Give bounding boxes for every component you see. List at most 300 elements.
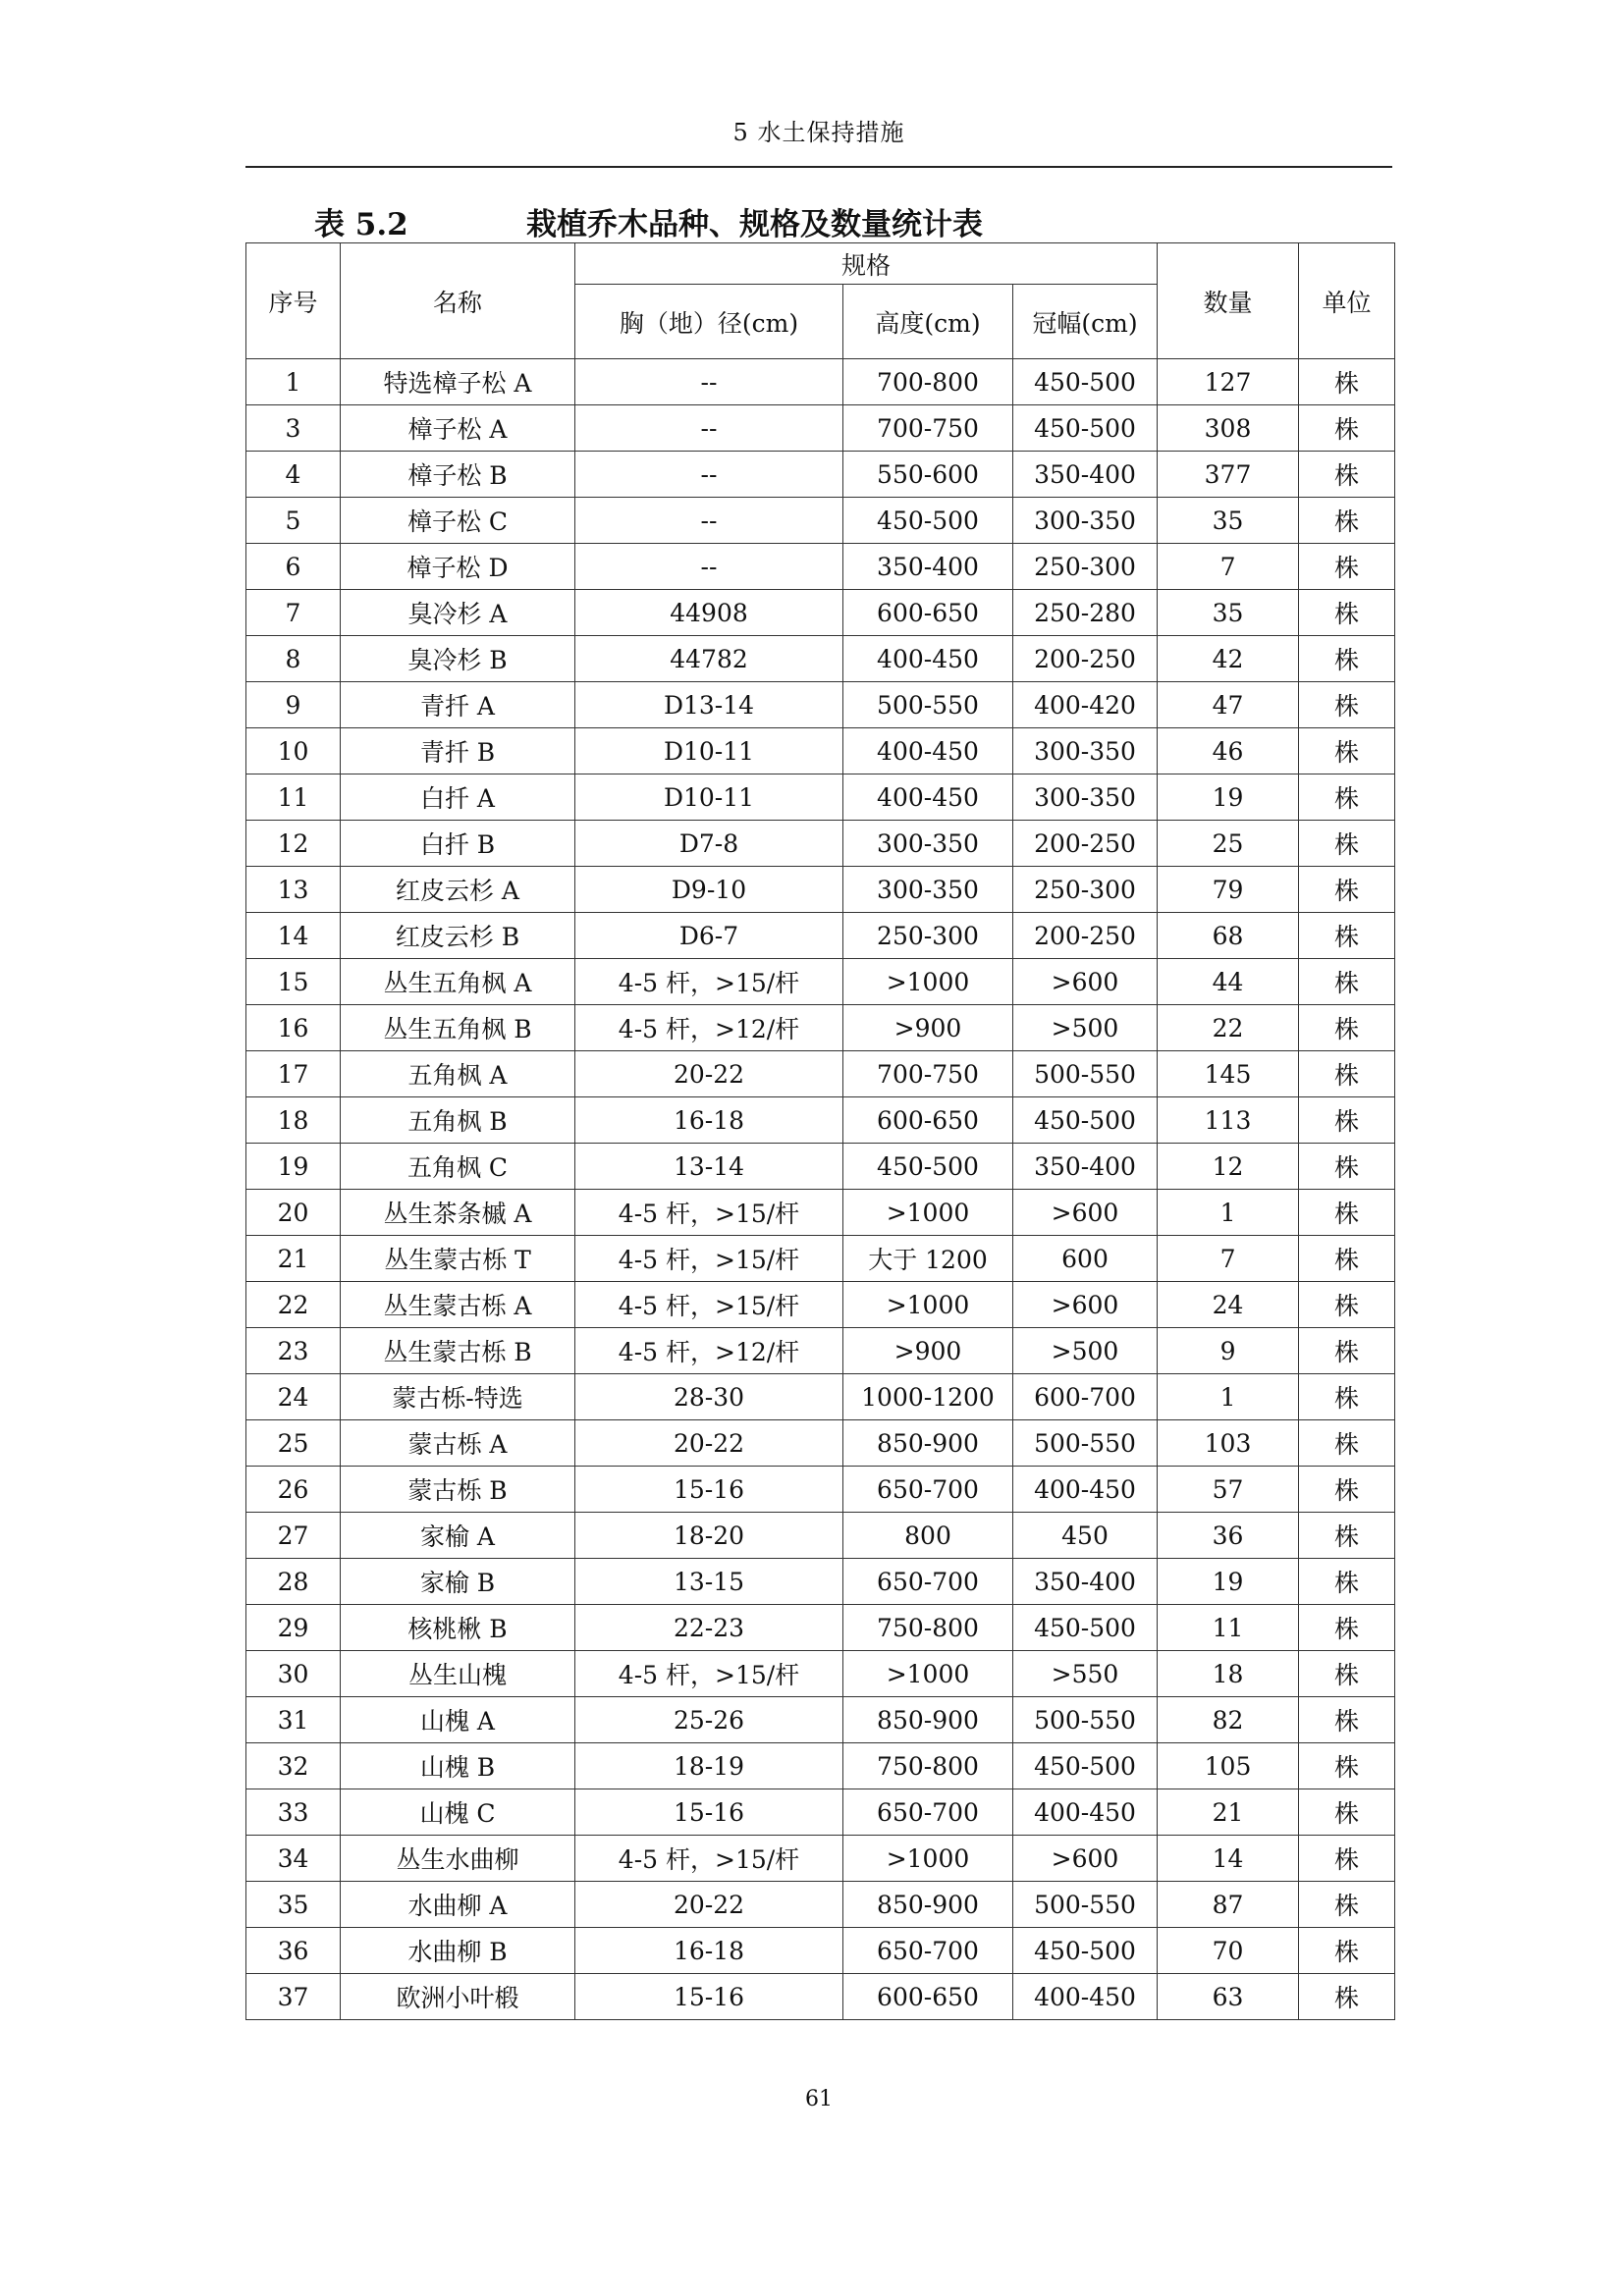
cell-crown: 500-550 (1013, 1697, 1158, 1743)
cell-quantity: 35 (1158, 498, 1299, 544)
cell-name: 丛生蒙古栎 A (341, 1282, 575, 1328)
cell-seq: 29 (246, 1605, 341, 1651)
cell-diameter: 16-18 (575, 1928, 843, 1974)
table-row (246, 1974, 1395, 2020)
cell-unit: 株 (1299, 1005, 1395, 1051)
cell-quantity: 87 (1158, 1882, 1299, 1928)
cell-seq: 4 (246, 452, 341, 498)
cell-name: 家榆 A (341, 1513, 575, 1559)
cell-crown: 450 (1013, 1513, 1158, 1559)
cell-crown: >600 (1013, 1190, 1158, 1236)
table-caption-number: 表 5.2 (314, 207, 408, 242)
cell-name: 青扦 A (341, 682, 575, 728)
table-row (246, 1282, 1395, 1328)
cell-unit: 株 (1299, 1513, 1395, 1559)
table-row (246, 1190, 1395, 1236)
table-row (246, 405, 1395, 452)
cell-name: 樟子松 B (341, 452, 575, 498)
cell-crown: 300-350 (1013, 728, 1158, 774)
cell-height: 650-700 (843, 1467, 1013, 1513)
cell-height: 850-900 (843, 1420, 1013, 1467)
cell-unit: 株 (1299, 1928, 1395, 1974)
cell-seq: 23 (246, 1328, 341, 1374)
cell-height: 400-450 (843, 728, 1013, 774)
table-row (246, 1789, 1395, 1836)
cell-seq: 36 (246, 1928, 341, 1974)
cell-name: 樟子松 A (341, 405, 575, 452)
table-row (246, 1882, 1395, 1928)
cell-seq: 5 (246, 498, 341, 544)
cell-seq: 37 (246, 1974, 341, 2020)
cell-crown: 200-250 (1013, 636, 1158, 682)
cell-quantity: 22 (1158, 1005, 1299, 1051)
cell-diameter: 15-16 (575, 1789, 843, 1836)
cell-seq: 1 (246, 359, 341, 405)
table-row (246, 1836, 1395, 1882)
cell-name: 丛生蒙古栎 B (341, 1328, 575, 1374)
cell-diameter: 44908 (575, 590, 843, 636)
cell-crown: 600 (1013, 1236, 1158, 1282)
cell-name: 山槐 A (341, 1697, 575, 1743)
cell-diameter: 13-15 (575, 1559, 843, 1605)
cell-height: 大于 1200 (843, 1236, 1013, 1282)
cell-seq: 20 (246, 1190, 341, 1236)
cell-seq: 25 (246, 1420, 341, 1467)
cell-quantity: 9 (1158, 1328, 1299, 1374)
cell-crown: 350-400 (1013, 1144, 1158, 1190)
cell-diameter: -- (575, 544, 843, 590)
cell-unit: 株 (1299, 774, 1395, 821)
cell-name: 蒙古栎-特选 (341, 1374, 575, 1420)
cell-seq: 17 (246, 1051, 341, 1097)
cell-crown: 200-250 (1013, 913, 1158, 959)
cell-diameter: D10-11 (575, 774, 843, 821)
cell-crown: 400-450 (1013, 1467, 1158, 1513)
table-row (246, 452, 1395, 498)
header-divider (245, 166, 1392, 168)
cell-height: 800 (843, 1513, 1013, 1559)
col-header-spec: 规格 (575, 243, 1158, 285)
cell-height: >1000 (843, 1651, 1013, 1697)
table-header (246, 243, 1395, 359)
cell-unit: 株 (1299, 1097, 1395, 1144)
cell-seq: 19 (246, 1144, 341, 1190)
cell-seq: 10 (246, 728, 341, 774)
cell-quantity: 57 (1158, 1467, 1299, 1513)
cell-crown: >600 (1013, 1836, 1158, 1882)
cell-quantity: 19 (1158, 774, 1299, 821)
cell-name: 水曲柳 B (341, 1928, 575, 1974)
cell-diameter: 44782 (575, 636, 843, 682)
cell-unit: 株 (1299, 1236, 1395, 1282)
cell-height: 500-550 (843, 682, 1013, 728)
cell-quantity: 145 (1158, 1051, 1299, 1097)
cell-height: 650-700 (843, 1789, 1013, 1836)
cell-unit: 株 (1299, 682, 1395, 728)
table-row (246, 1651, 1395, 1697)
table-row (246, 1097, 1395, 1144)
cell-height: 700-750 (843, 405, 1013, 452)
cell-seq: 12 (246, 821, 341, 867)
cell-name: 樟子松 D (341, 544, 575, 590)
cell-diameter: 18-20 (575, 1513, 843, 1559)
cell-seq: 35 (246, 1882, 341, 1928)
cell-name: 特选樟子松 A (341, 359, 575, 405)
cell-quantity: 19 (1158, 1559, 1299, 1605)
cell-quantity: 82 (1158, 1697, 1299, 1743)
table-row (246, 359, 1395, 405)
cell-height: 750-800 (843, 1605, 1013, 1651)
table-row (246, 1743, 1395, 1789)
cell-seq: 26 (246, 1467, 341, 1513)
cell-quantity: 70 (1158, 1928, 1299, 1974)
cell-crown: 300-350 (1013, 498, 1158, 544)
cell-crown: 400-450 (1013, 1789, 1158, 1836)
cell-name: 臭冷杉 B (341, 636, 575, 682)
cell-crown: 300-350 (1013, 774, 1158, 821)
cell-diameter: -- (575, 498, 843, 544)
cell-seq: 11 (246, 774, 341, 821)
table-row (246, 1051, 1395, 1097)
cell-diameter: D7-8 (575, 821, 843, 867)
cell-name: 红皮云杉 B (341, 913, 575, 959)
cell-height: >1000 (843, 1282, 1013, 1328)
cell-crown: 250-300 (1013, 544, 1158, 590)
cell-height: >900 (843, 1005, 1013, 1051)
cell-height: 550-600 (843, 452, 1013, 498)
cell-quantity: 308 (1158, 405, 1299, 452)
cell-quantity: 1 (1158, 1190, 1299, 1236)
cell-name: 家榆 B (341, 1559, 575, 1605)
cell-unit: 株 (1299, 544, 1395, 590)
cell-seq: 22 (246, 1282, 341, 1328)
col-header-quantity: 数量 (1158, 243, 1299, 359)
cell-unit: 株 (1299, 359, 1395, 405)
col-header-height: 高度(cm) (843, 285, 1013, 359)
cell-name: 丛生水曲柳 (341, 1836, 575, 1882)
cell-crown: >600 (1013, 1282, 1158, 1328)
cell-name: 山槐 C (341, 1789, 575, 1836)
cell-name: 欧洲小叶椴 (341, 1974, 575, 2020)
cell-quantity: 1 (1158, 1374, 1299, 1420)
cell-crown: 450-500 (1013, 1097, 1158, 1144)
col-header-unit: 单位 (1299, 243, 1395, 359)
cell-name: 核桃楸 B (341, 1605, 575, 1651)
cell-name: 樟子松 C (341, 498, 575, 544)
cell-unit: 株 (1299, 636, 1395, 682)
cell-unit: 株 (1299, 1374, 1395, 1420)
cell-seq: 33 (246, 1789, 341, 1836)
table-row (246, 959, 1395, 1005)
cell-diameter: 25-26 (575, 1697, 843, 1743)
cell-seq: 32 (246, 1743, 341, 1789)
cell-unit: 株 (1299, 1974, 1395, 2020)
cell-diameter: 28-30 (575, 1374, 843, 1420)
cell-height: >1000 (843, 1836, 1013, 1882)
cell-height: 400-450 (843, 774, 1013, 821)
cell-name: 蒙古栎 B (341, 1467, 575, 1513)
cell-seq: 31 (246, 1697, 341, 1743)
cell-diameter: 4-5 杆，>15/杆 (575, 1236, 843, 1282)
table-row (246, 821, 1395, 867)
cell-height: 850-900 (843, 1697, 1013, 1743)
cell-diameter: 20-22 (575, 1882, 843, 1928)
cell-quantity: 47 (1158, 682, 1299, 728)
cell-crown: 450-500 (1013, 1605, 1158, 1651)
cell-diameter: D6-7 (575, 913, 843, 959)
cell-height: 700-800 (843, 359, 1013, 405)
cell-crown: 350-400 (1013, 1559, 1158, 1605)
cell-seq: 7 (246, 590, 341, 636)
cell-name: 五角枫 B (341, 1097, 575, 1144)
cell-name: 蒙古栎 A (341, 1420, 575, 1467)
table-row (246, 1236, 1395, 1282)
cell-quantity: 113 (1158, 1097, 1299, 1144)
table-row (246, 636, 1395, 682)
cell-diameter: 20-22 (575, 1051, 843, 1097)
cell-height: 250-300 (843, 913, 1013, 959)
cell-name: 臭冷杉 A (341, 590, 575, 636)
cell-crown: 500-550 (1013, 1420, 1158, 1467)
cell-quantity: 25 (1158, 821, 1299, 867)
table-row (246, 1697, 1395, 1743)
cell-height: >1000 (843, 959, 1013, 1005)
table-row (246, 913, 1395, 959)
cell-crown: 500-550 (1013, 1882, 1158, 1928)
cell-seq: 6 (246, 544, 341, 590)
cell-diameter: 20-22 (575, 1420, 843, 1467)
cell-height: 600-650 (843, 1097, 1013, 1144)
cell-unit: 株 (1299, 1789, 1395, 1836)
cell-name: 丛生蒙古栎 T (341, 1236, 575, 1282)
cell-height: 300-350 (843, 821, 1013, 867)
cell-diameter: 4-5 杆，>12/杆 (575, 1005, 843, 1051)
page-number: 61 (805, 2087, 833, 2111)
cell-quantity: 44 (1158, 959, 1299, 1005)
cell-diameter: 4-5 杆，>15/杆 (575, 959, 843, 1005)
cell-name: 白扦 B (341, 821, 575, 867)
cell-name: 白扦 A (341, 774, 575, 821)
cell-seq: 27 (246, 1513, 341, 1559)
cell-name: 丛生茶条槭 A (341, 1190, 575, 1236)
cell-unit: 株 (1299, 405, 1395, 452)
col-header-name: 名称 (341, 243, 575, 359)
cell-name: 五角枫 A (341, 1051, 575, 1097)
cell-seq: 13 (246, 867, 341, 913)
cell-diameter: 4-5 杆，>12/杆 (575, 1328, 843, 1374)
running-header: 5 水土保持措施 (732, 119, 905, 146)
cell-unit: 株 (1299, 1605, 1395, 1651)
cell-crown: 450-500 (1013, 1743, 1158, 1789)
table-row (246, 774, 1395, 821)
cell-diameter: D13-14 (575, 682, 843, 728)
cell-quantity: 12 (1158, 1144, 1299, 1190)
cell-crown: 250-300 (1013, 867, 1158, 913)
cell-crown: >500 (1013, 1328, 1158, 1374)
cell-crown: 500-550 (1013, 1051, 1158, 1097)
table-caption (314, 199, 983, 243)
cell-crown: 450-500 (1013, 405, 1158, 452)
cell-quantity: 35 (1158, 590, 1299, 636)
cell-quantity: 18 (1158, 1651, 1299, 1697)
cell-diameter: 4-5 杆，>15/杆 (575, 1651, 843, 1697)
cell-height: 450-500 (843, 498, 1013, 544)
cell-unit: 株 (1299, 1144, 1395, 1190)
cell-height: 600-650 (843, 1974, 1013, 2020)
cell-diameter: -- (575, 405, 843, 452)
table-row (246, 1420, 1395, 1467)
cell-seq: 18 (246, 1097, 341, 1144)
cell-quantity: 103 (1158, 1420, 1299, 1467)
cell-crown: 600-700 (1013, 1374, 1158, 1420)
cell-quantity: 42 (1158, 636, 1299, 682)
cell-unit: 株 (1299, 498, 1395, 544)
cell-unit: 株 (1299, 867, 1395, 913)
cell-seq: 3 (246, 405, 341, 452)
cell-diameter: D10-11 (575, 728, 843, 774)
cell-quantity: 79 (1158, 867, 1299, 913)
cell-height: 1000-1200 (843, 1374, 1013, 1420)
tree-statistics-table (245, 242, 1395, 2020)
cell-diameter: 22-23 (575, 1605, 843, 1651)
table-row (246, 590, 1395, 636)
table-row (246, 498, 1395, 544)
cell-quantity: 14 (1158, 1836, 1299, 1882)
cell-unit: 株 (1299, 1697, 1395, 1743)
cell-name: 山槐 B (341, 1743, 575, 1789)
cell-crown: >550 (1013, 1651, 1158, 1697)
cell-diameter: 15-16 (575, 1467, 843, 1513)
table-row (246, 1374, 1395, 1420)
cell-crown: 450-500 (1013, 1928, 1158, 1974)
cell-quantity: 7 (1158, 1236, 1299, 1282)
col-header-crown: 冠幅(cm) (1013, 285, 1158, 359)
cell-seq: 9 (246, 682, 341, 728)
cell-diameter: 15-16 (575, 1974, 843, 2020)
cell-height: 450-500 (843, 1144, 1013, 1190)
cell-unit: 株 (1299, 1882, 1395, 1928)
cell-crown: 250-280 (1013, 590, 1158, 636)
cell-height: 400-450 (843, 636, 1013, 682)
cell-diameter: D9-10 (575, 867, 843, 913)
cell-seq: 14 (246, 913, 341, 959)
cell-unit: 株 (1299, 821, 1395, 867)
table-caption-title: 栽植乔木品种、规格及数量统计表 (526, 207, 983, 242)
cell-crown: 450-500 (1013, 359, 1158, 405)
table-row (246, 1144, 1395, 1190)
table-row (246, 1328, 1395, 1374)
cell-seq: 15 (246, 959, 341, 1005)
cell-height: >900 (843, 1328, 1013, 1374)
cell-quantity: 105 (1158, 1743, 1299, 1789)
cell-quantity: 377 (1158, 452, 1299, 498)
cell-diameter: -- (575, 359, 843, 405)
cell-crown: 400-450 (1013, 1974, 1158, 2020)
cell-unit: 株 (1299, 1651, 1395, 1697)
cell-quantity: 68 (1158, 913, 1299, 959)
cell-unit: 株 (1299, 1559, 1395, 1605)
cell-unit: 株 (1299, 1836, 1395, 1882)
table-row (246, 1605, 1395, 1651)
cell-quantity: 24 (1158, 1282, 1299, 1328)
cell-crown: 400-420 (1013, 682, 1158, 728)
cell-diameter: 16-18 (575, 1097, 843, 1144)
table-body (246, 359, 1395, 2020)
cell-name: 青扦 B (341, 728, 575, 774)
table-row (246, 1005, 1395, 1051)
col-header-seq: 序号 (246, 243, 341, 359)
cell-height: 650-700 (843, 1559, 1013, 1605)
cell-quantity: 36 (1158, 1513, 1299, 1559)
cell-height: 650-700 (843, 1928, 1013, 1974)
cell-diameter: 4-5 杆，>15/杆 (575, 1282, 843, 1328)
cell-unit: 株 (1299, 913, 1395, 959)
table-row (246, 1559, 1395, 1605)
cell-unit: 株 (1299, 959, 1395, 1005)
cell-name: 五角枫 C (341, 1144, 575, 1190)
cell-crown: >500 (1013, 1005, 1158, 1051)
cell-seq: 16 (246, 1005, 341, 1051)
cell-seq: 21 (246, 1236, 341, 1282)
cell-unit: 株 (1299, 1328, 1395, 1374)
cell-unit: 株 (1299, 452, 1395, 498)
table-row (246, 544, 1395, 590)
cell-crown: 350-400 (1013, 452, 1158, 498)
cell-unit: 株 (1299, 1420, 1395, 1467)
cell-quantity: 7 (1158, 544, 1299, 590)
cell-diameter: 13-14 (575, 1144, 843, 1190)
cell-quantity: 21 (1158, 1789, 1299, 1836)
table-row (246, 1513, 1395, 1559)
cell-height: 700-750 (843, 1051, 1013, 1097)
cell-quantity: 127 (1158, 359, 1299, 405)
table-row (246, 1928, 1395, 1974)
cell-unit: 株 (1299, 1467, 1395, 1513)
table-row (246, 728, 1395, 774)
cell-seq: 34 (246, 1836, 341, 1882)
cell-unit: 株 (1299, 1282, 1395, 1328)
cell-diameter: 18-19 (575, 1743, 843, 1789)
cell-name: 丛生五角枫 A (341, 959, 575, 1005)
cell-crown: >600 (1013, 959, 1158, 1005)
cell-unit: 株 (1299, 1051, 1395, 1097)
cell-seq: 8 (246, 636, 341, 682)
header-row (246, 243, 1395, 285)
cell-diameter: 4-5 杆，>15/杆 (575, 1836, 843, 1882)
cell-seq: 30 (246, 1651, 341, 1697)
cell-unit: 株 (1299, 590, 1395, 636)
cell-height: 750-800 (843, 1743, 1013, 1789)
table-row (246, 682, 1395, 728)
col-header-diameter: 胸（地）径(cm) (575, 285, 843, 359)
table-row (246, 1467, 1395, 1513)
cell-quantity: 63 (1158, 1974, 1299, 2020)
cell-quantity: 46 (1158, 728, 1299, 774)
cell-seq: 24 (246, 1374, 341, 1420)
cell-name: 红皮云杉 A (341, 867, 575, 913)
cell-height: >1000 (843, 1190, 1013, 1236)
cell-unit: 株 (1299, 1190, 1395, 1236)
cell-name: 水曲柳 A (341, 1882, 575, 1928)
table-row (246, 867, 1395, 913)
cell-diameter: -- (575, 452, 843, 498)
cell-height: 850-900 (843, 1882, 1013, 1928)
cell-height: 600-650 (843, 590, 1013, 636)
cell-diameter: 4-5 杆，>15/杆 (575, 1190, 843, 1236)
cell-crown: 200-250 (1013, 821, 1158, 867)
cell-name: 丛生山槐 (341, 1651, 575, 1697)
cell-height: 350-400 (843, 544, 1013, 590)
